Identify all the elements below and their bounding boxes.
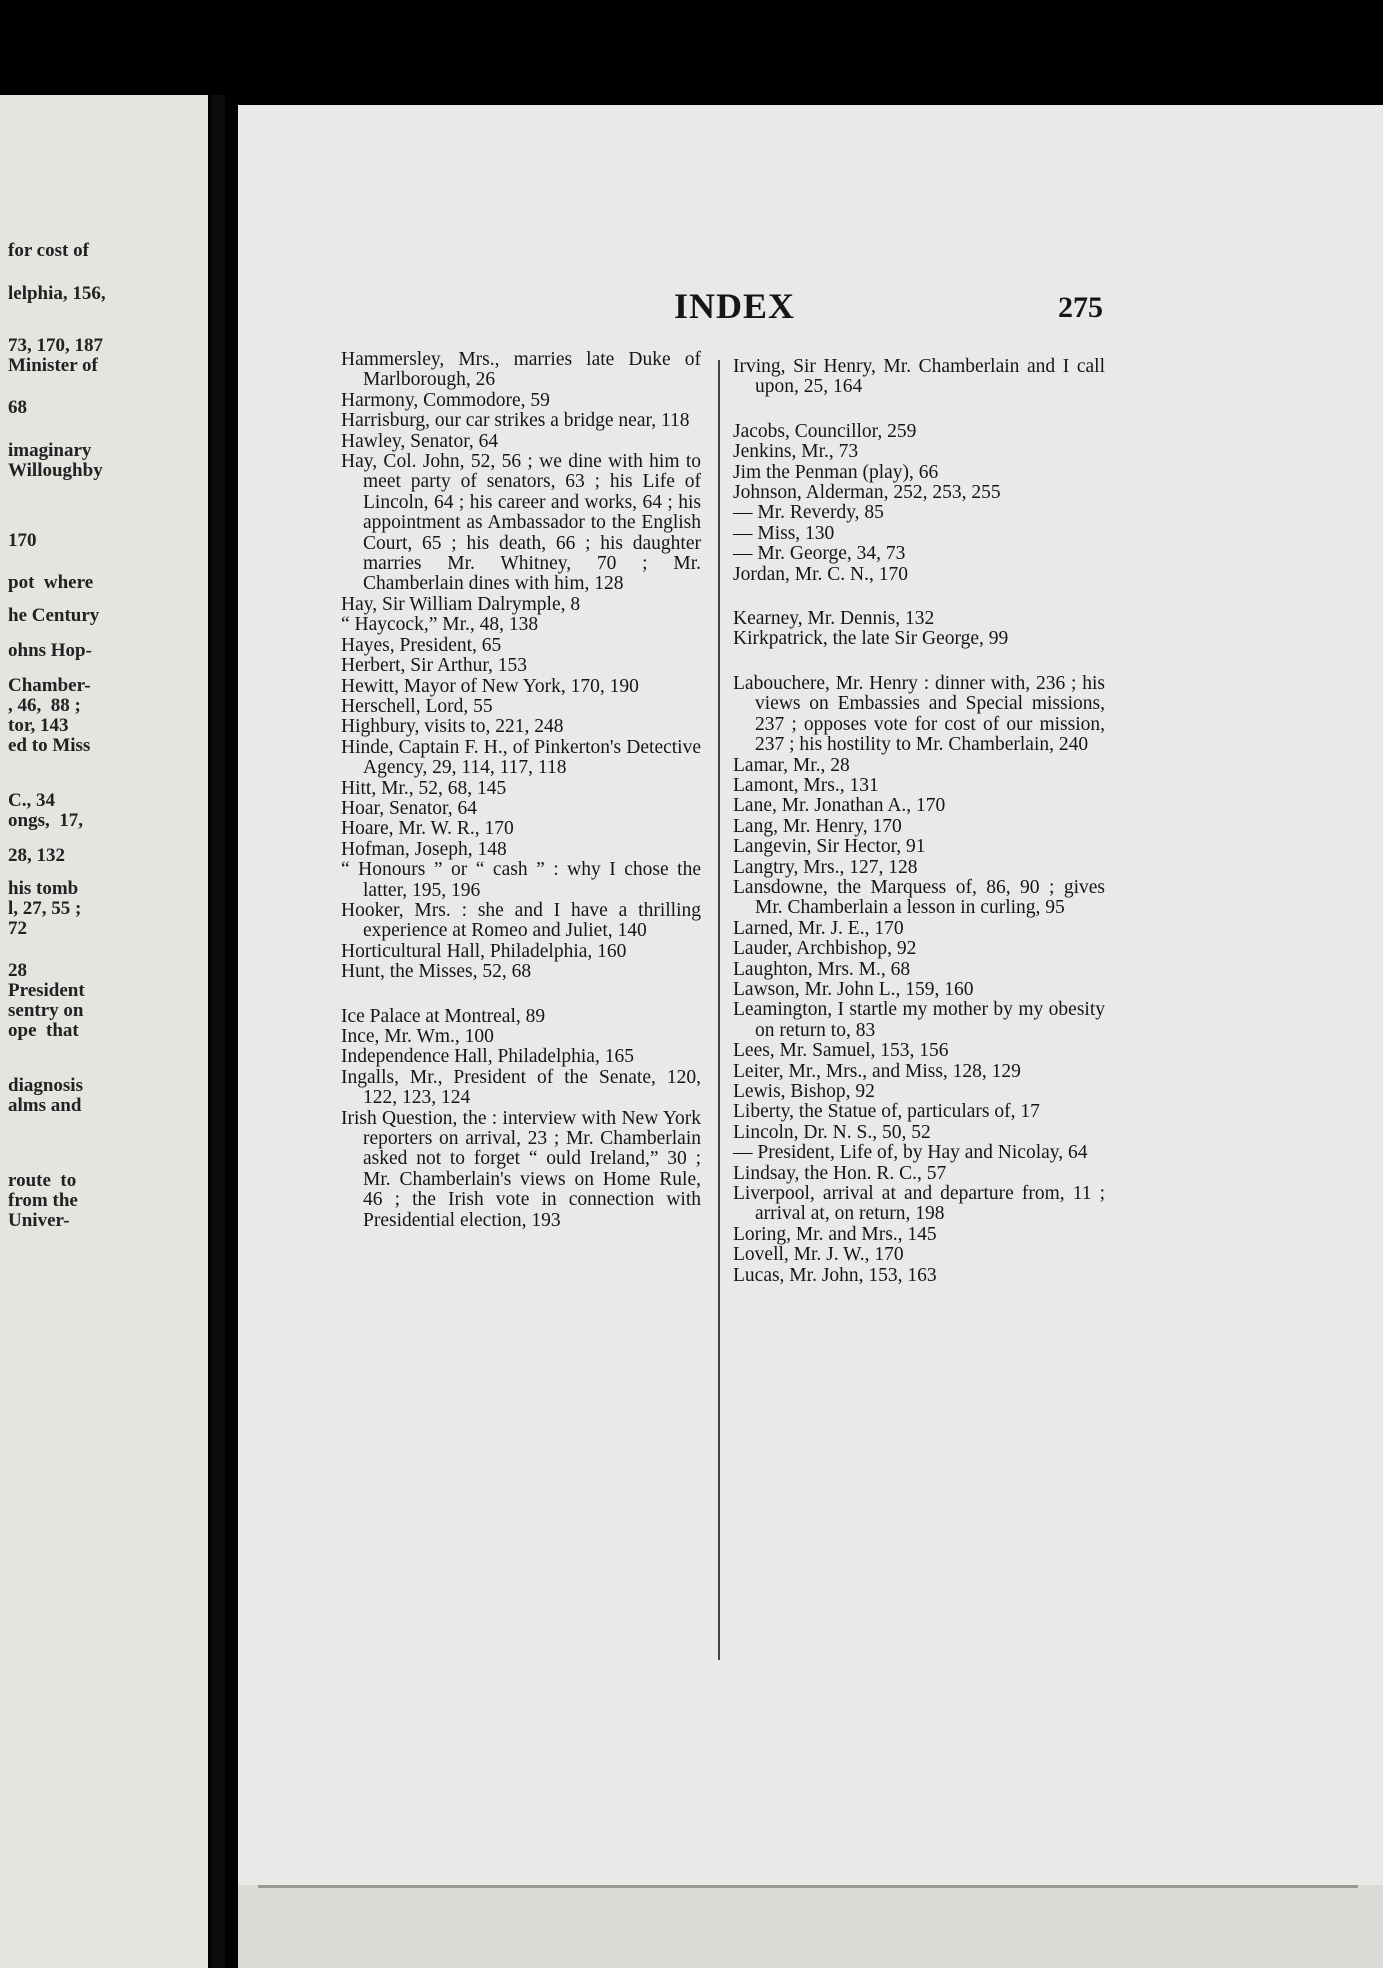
index-entry: Hitt, Mr., 52, 68, 145 [341,777,507,799]
fragment-line: C., 34 [8,790,55,811]
letter-gap [733,650,1105,674]
index-entry: Hofman, Joseph, 148 [341,838,507,860]
index-entry: Johnson, Alderman, 252, 253, 255 [733,482,1001,504]
index-entry: Jim the Penman (play), 66 [733,461,939,483]
index-entry: Kirkpatrick, the late Sir George, 99 [733,628,1009,650]
fragment-line: he Century [8,605,100,626]
index-entry: Jacobs, Councillor, 259 [733,420,917,442]
index-entry: Langtry, Mrs., 127, 128 [733,856,918,878]
index-entry: Lauder, Archbishop, 92 [733,938,917,960]
index-entry: Ince, Mr. Wm., 100 [341,1026,494,1047]
fragment-line: imaginary [8,440,92,461]
fragment-line: for cost of [8,240,89,261]
index-entry: Independence Hall, Philadelphia, 165 [341,1046,634,1068]
letter-gap [733,585,1105,609]
index-entry: “ Honours ” or “ cash ” : why I chose the latter, 195, 196 [341,859,701,901]
index-entry: Irish Question, the : interview with New York reporters on arrival, 23 ; Mr. Chamberlain asked not to forget “ ould Ireland,” 30 ; Mr. Chamberlain's views on Home Rule, 46 ; the Irish vote in connection with Presidential election, 193 [341,1107,701,1231]
index-entry: Labouchere, Mr. Henry : dinner with, 236 ; his views on Embassies and Special missions, 237 ; opposes vote for cost of our mission, 237 ; his hostility to Mr. Chamberlain, 240 [733,672,1105,756]
index-entry: Ingalls, Mr., President of the Senate, 120, 122, 123, 124 [341,1066,701,1109]
index-entry: Lamont, Mrs., 131 [733,774,879,796]
fragment-line: ed to Miss [8,735,91,756]
index-entry: Hooker, Mrs. : she and I have a thrilling experience at Romeo and Juliet, 140 [341,899,701,942]
fragment-line: route to [8,1170,77,1191]
fragment-line: tor, 143 [8,715,69,736]
column-divider [718,360,720,1660]
fragment-line: pot where [8,572,94,593]
fragment-line: Willoughby [8,460,103,481]
fragment-line: President [8,980,85,1001]
index-entry: Horticultural Hall, Philadelphia, 160 [341,940,627,962]
index-entry: — Mr. George, 34, 73 [733,543,906,565]
index-entry: Harmony, Commodore, 59 [341,389,550,411]
fragment-line: 68 [8,397,27,418]
index-entry: Herschell, Lord, 55 [341,695,493,717]
index-entry: — Mr. Reverdy, 85 [733,502,884,524]
facing-page-fragment [0,95,208,1968]
fragment-line: ope that [8,1020,79,1041]
index-entry: Harrisburg, our car strikes a bridge near, 118 [341,410,690,432]
index-entry: Hinde, Captain F. H., of Pinkerton's Detective Agency, 29, 114, 117, 118 [341,736,701,779]
index-entry: Lane, Mr. Jonathan A., 170 [733,795,946,817]
fragment-line: lelphia, 156, [8,283,106,304]
page-bottom-margin [238,1885,1383,1968]
fragment-line: 72 [8,918,27,939]
index-entry: Lansdowne, the Marquess of, 86, 90 ; gives Mr. Chamberlain a lesson in curling, 95 [733,876,1105,919]
index-entry: Langevin, Sir Hector, 91 [733,836,926,858]
index-column-right [733,357,1105,1286]
index-entry: Highbury, visits to, 221, 248 [341,716,564,738]
index-entry: Lovell, Mr. J. W., 170 [733,1244,904,1266]
index-entry: Loring, Mr. and Mrs., 145 [733,1223,937,1245]
index-entry: Hammersley, Mrs., marries late Duke of Marlborough, 26 [341,349,701,391]
index-entry: Liverpool, arrival at and departure from, 11 ; arrival at, on return, 198 [733,1183,1105,1225]
index-entry: Kearney, Mr. Dennis, 132 [733,608,935,630]
index-entry: Ice Palace at Montreal, 89 [341,1005,546,1027]
index-entry: Hunt, the Misses, 52, 68 [341,961,532,983]
index-entry: Irving, Sir Henry, Mr. Chamberlain and I call upon, 25, 164 [733,356,1105,398]
fragment-line: 170 [8,530,37,551]
index-entry: Lindsay, the Hon. R. C., 57 [733,1162,947,1184]
letter-gap [341,983,701,1007]
index-entry: Hayes, President, 65 [341,634,502,656]
fragment-line: alms and [8,1095,82,1116]
index-column-left [341,350,701,1231]
index-entry: Hay, Sir William Dalrymple, 8 [341,593,581,615]
fragment-line: his tomb [8,878,79,899]
index-entry: Leiter, Mr., Mrs., and Miss, 128, 129 [733,1060,1021,1082]
page-gutter [211,95,225,1968]
page-edge-line [258,1885,1358,1888]
page-title: INDEX [674,286,796,326]
letter-gap [733,398,1105,422]
index-entry: — President, Life of, by Hay and Nicolay, 64 [733,1142,1088,1164]
index-entry: Lincoln, Dr. N. S., 50, 52 [733,1121,931,1143]
fragment-line: ohns Hop- [8,640,92,661]
fragment-line: 28 [8,960,27,981]
index-entry: Hoare, Mr. W. R., 170 [341,818,514,840]
index-entry: Jordan, Mr. C. N., 170 [733,563,908,585]
index-entry: Jenkins, Mr., 73 [733,441,859,463]
fragment-line: diagnosis [8,1075,83,1096]
fragment-line: from the [8,1190,78,1211]
index-entry: Hewitt, Mayor of New York, 170, 190 [341,675,639,697]
fragment-line: , 46, 88 ; [8,695,81,716]
fragment-line: ongs, 17, [8,810,83,831]
index-entry: Herbert, Sir Arthur, 153 [341,655,528,677]
index-entry: “ Haycock,” Mr., 48, 138 [341,614,539,636]
page-number: 275 [1058,291,1103,324]
index-entry: Lucas, Mr. John, 153, 163 [733,1264,937,1286]
index-entry: Leamington, I startle my mother by my obesity on return to, 83 [733,999,1105,1041]
index-page [238,105,1383,1968]
fragment-line: sentry on [8,1000,84,1021]
fragment-line: 28, 132 [8,845,65,866]
index-entry: Hay, Col. John, 52, 56 ; we dine with him to meet party of senators, 63 ; his Life of Lincoln, 64 ; his career and works, 64 ; his appointment as Ambassador to the English Court, 65 ; his death, 66 ; his daughter marries Mr. Whitney, 70 ; Mr. Chamberlain dines with him, 128 [341,451,701,595]
index-entry: Hawley, Senator, 64 [341,430,499,452]
index-entry: Larned, Mr. J. E., 170 [733,917,904,939]
index-entry: Lees, Mr. Samuel, 153, 156 [733,1040,949,1062]
index-entry: Lewis, Bishop, 92 [733,1081,875,1102]
index-entry: Laughton, Mrs. M., 68 [733,958,911,980]
fragment-line: Univer- [8,1210,70,1231]
fragment-line: Chamber- [8,675,91,696]
index-entry: Lawson, Mr. John L., 159, 160 [733,978,974,1000]
index-entry: Lamar, Mr., 28 [733,754,850,776]
index-entry: Hoar, Senator, 64 [341,797,477,819]
index-entry: Liberty, the Statue of, particulars of, 17 [733,1101,1040,1123]
fragment-line: 73, 170, 187 [8,335,103,356]
index-entry: — Miss, 130 [733,522,835,544]
fragment-line: l, 27, 55 ; [8,898,82,919]
fragment-line: Minister of [8,355,98,376]
index-entry: Lang, Mr. Henry, 170 [733,815,902,837]
